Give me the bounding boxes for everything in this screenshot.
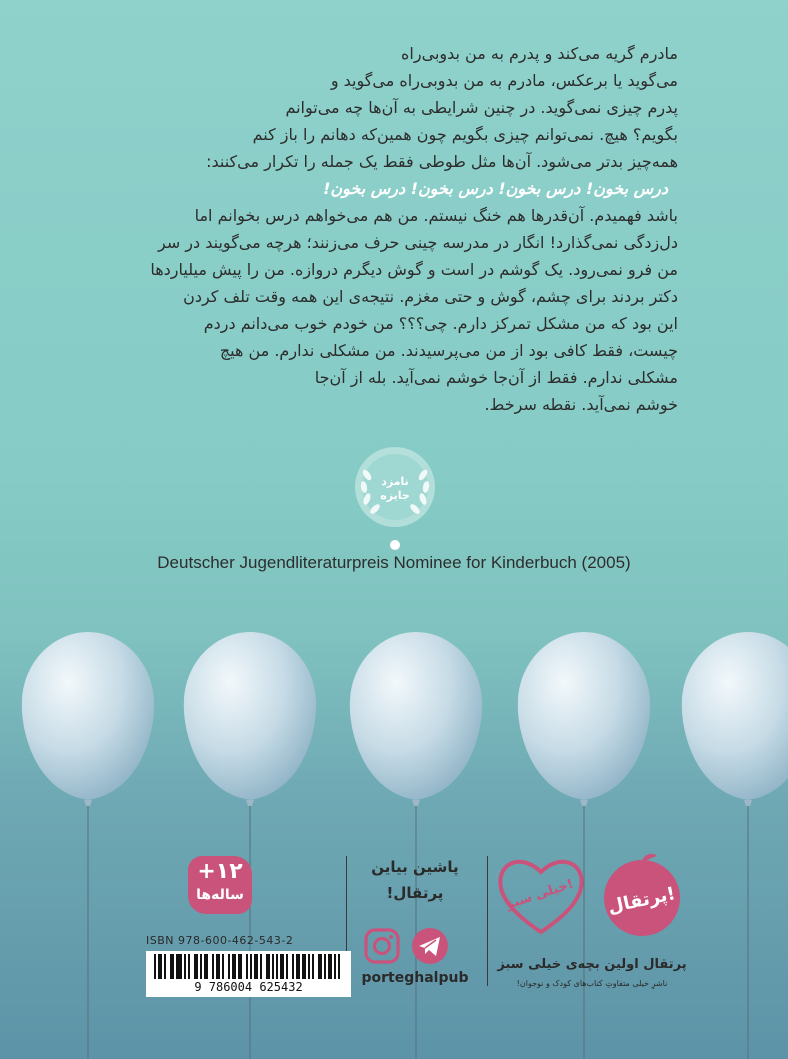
publisher-tagline: ناشرِ خیلی متفاوتِ کتاب‌های کودک و نوجوان! <box>516 979 668 988</box>
award-nominee-badge <box>345 445 445 555</box>
social-handle: porteghalpub <box>361 970 469 986</box>
barcode-bar <box>328 954 330 980</box>
series-logo-khili-sabz <box>493 852 589 940</box>
barcode-bar <box>238 954 240 980</box>
age-number: +۱۲ <box>197 859 243 884</box>
barcode-bar <box>158 954 160 980</box>
story-line: می‌گوید یا برعکس، مادرم به من بدوبی‌راه می‌گوید و <box>330 71 678 90</box>
barcode-bar <box>234 954 236 980</box>
svg-text:جایزه: جایزه <box>380 489 410 502</box>
svg-text:نامزد: نامزد <box>381 475 409 488</box>
barcode-bar <box>204 954 206 980</box>
barcode-bar <box>180 954 182 980</box>
age-rating-badge <box>188 856 252 914</box>
barcode-bar <box>308 954 310 980</box>
barcode-bar <box>272 954 274 980</box>
barcode-bar <box>246 954 248 980</box>
barcode-bar <box>200 954 202 980</box>
barcode-bar <box>250 954 252 980</box>
barcode-bar <box>178 954 180 980</box>
follow-us-line-1: پاشین بیاین <box>371 858 459 876</box>
barcode-bar <box>260 954 262 980</box>
barcode-bar <box>338 954 340 980</box>
barcode-bar <box>194 954 196 980</box>
barcode-bar <box>188 954 190 980</box>
divider <box>487 856 488 986</box>
barcode-bar <box>172 954 174 980</box>
barcode-digits: 9 786004 625432 <box>146 979 351 996</box>
svg-text:پرتقال!: پرتقال! <box>606 883 678 918</box>
barcode-bar <box>160 954 162 980</box>
barcode-bar <box>216 954 218 980</box>
barcode-bar <box>196 954 198 980</box>
barcode-bar <box>334 954 336 980</box>
barcode-bar <box>176 954 178 980</box>
barcode-bar <box>318 954 320 980</box>
story-line: مشکلی ندارم. فقط از آن‌جا خوشم نمی‌آید. بله از آن‌جا <box>314 368 678 387</box>
telegram-icon[interactable] <box>410 926 450 966</box>
follow-us-line-2: پرتقال! <box>386 884 444 902</box>
barcode-bar <box>184 954 186 980</box>
back-cover-excerpt <box>96 40 678 418</box>
barcode-bar <box>240 954 242 980</box>
barcode-bar <box>330 954 332 980</box>
barcode-bar <box>292 954 294 980</box>
barcode-bar <box>304 954 306 980</box>
story-line: پدرم چیزی نمی‌گوید. در چنین شرایطی به آن‌ها چه می‌توانم <box>285 98 678 117</box>
story-line: خوشم نمی‌آید. نقطه سرخط. <box>484 395 678 414</box>
barcode-bar <box>298 954 300 980</box>
story-line: دل‌زدگی نمی‌گذارد! انگار در مدرسه چینی حرف می‌زنند؛ هرچه می‌گویند در سر <box>157 233 678 252</box>
barcode-bar <box>164 954 166 980</box>
barcode-bar <box>206 954 208 980</box>
barcode-bar <box>212 954 214 980</box>
age-unit: ساله‌ها <box>196 887 244 903</box>
barcode-bar <box>282 954 284 980</box>
barcode-bar <box>280 954 282 980</box>
story-line: دکتر بردند برای چشم، گوش و حتی مغزم. نتیجه‌ی این همه وقت تلف کردن <box>183 287 678 306</box>
barcode-bar <box>170 954 172 980</box>
barcode-bar <box>266 954 268 980</box>
balloon-4 <box>518 632 650 1059</box>
barcode-bar <box>228 954 230 980</box>
barcode-bar <box>268 954 270 980</box>
story-line: باشد فهمیدم. آن‌قدرها هم خنگ نیستم. من هم می‌خواهم درس بخوانم اما <box>194 206 678 225</box>
emphasis-line: درس بخون! درس بخون! درس بخون! درس بخون! <box>323 179 668 198</box>
barcode-bar <box>276 954 278 980</box>
barcode-bar <box>286 954 288 980</box>
instagram-icon[interactable] <box>362 926 402 966</box>
barcode-bar <box>312 954 314 980</box>
barcode-bar <box>218 954 220 980</box>
isbn-text: ISBN 978-600-462-543-2 <box>146 934 294 947</box>
story-line: من فرو نمی‌رود. یک گوشم در است و گوش دیگرم دروازه. من را پیش میلیاردها <box>150 260 678 279</box>
story-line: چیست، فقط کافی بود از من می‌پرسیدند. من مشکلی ندارم. من هیچ <box>219 341 678 360</box>
story-line: بگویم؟ هیچ. نمی‌توانم چیزی بگویم چون همین‌که دهانم را باز کنم <box>252 125 678 144</box>
porteghal-logo <box>593 852 691 940</box>
barcode-bar <box>154 954 156 980</box>
barcode-bar <box>232 954 234 980</box>
balloon-3 <box>350 632 482 1059</box>
series-title: پرتقال اولین بچه‌ی خیلی سبز <box>497 957 687 972</box>
barcode-bar <box>222 954 224 980</box>
balloons-illustration <box>0 620 788 1059</box>
barcode-bar <box>296 954 298 980</box>
svg-text:خیلی سبز!: خیلی سبز! <box>504 876 576 913</box>
story-line: همه‌چیز بدتر می‌شود. آن‌ها مثل طوطی فقط یک جمله را تکرار می‌کنند: <box>206 152 678 171</box>
balloon-1 <box>22 632 154 1059</box>
barcode-bar <box>302 954 304 980</box>
balloon-5 <box>682 632 788 1059</box>
barcode-bar <box>324 954 326 980</box>
story-line: مادرم گریه می‌کند و پدرم به من بدوبی‌راه <box>401 44 678 63</box>
barcode-bar <box>256 954 258 980</box>
barcode-bar <box>254 954 256 980</box>
award-nomination-text: Deutscher Jugendliteraturpreis Nominee for Kinderbuch (2005) <box>157 553 631 572</box>
barcode-bar <box>320 954 322 980</box>
story-line: این بود که من مشکل تمرکز دارم. چی؟؟؟ من خودم خوب می‌دانم دردم <box>203 314 678 333</box>
